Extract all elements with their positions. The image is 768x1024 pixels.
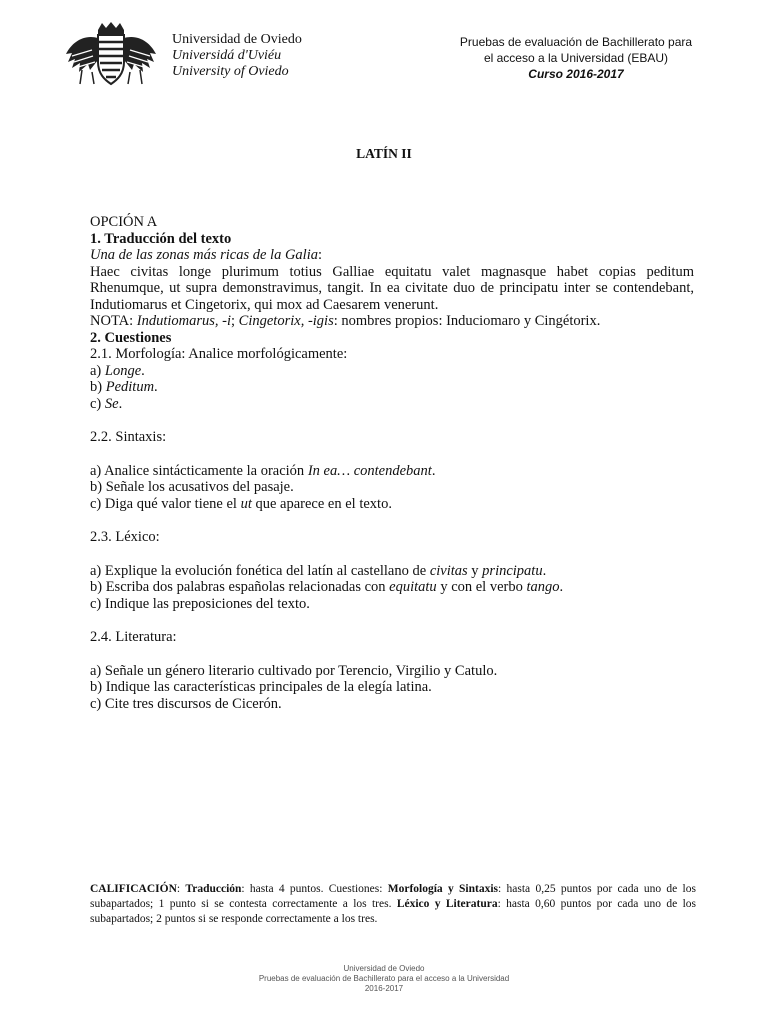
lexico-item-a (90, 563, 694, 580)
page-header (62, 20, 722, 90)
lexico-item-c: c) Indique las preposiciones del texto. (90, 595, 310, 612)
lexico-heading: 2.3. Léxico: (90, 529, 160, 545)
text-subtitle-italic: Una de las zonas más ricas de la Galia (90, 247, 318, 263)
university-name-es: Universidad de Oviedo (172, 32, 302, 47)
item-suffix: . (431, 462, 436, 479)
item-suffix: . (118, 395, 123, 412)
grading-ll-text: : hasta 0,60 puntos por cada uno de los subapartados; 2 puntos si se responde correctamente a los tres. (90, 898, 696, 925)
course-year: Curso 2016-2017 (528, 67, 624, 81)
literatura-item-b: b) Indique las características principales de la elegía latina. (90, 679, 432, 695)
grading-colon: : (176, 883, 186, 895)
section-1-heading: 1. Traducción del texto (90, 230, 232, 247)
exam-info (446, 34, 706, 82)
option-label: OPCIÓN A (90, 214, 158, 230)
literatura-item-c: c) Cite tres discursos de Cicerón. (90, 695, 282, 712)
item-italic: tango (526, 579, 560, 595)
grading-note (90, 882, 696, 927)
footer-line-1: Universidad de Oviedo (343, 964, 425, 973)
item-suffix: que aparece en el texto. (251, 495, 392, 512)
nota (90, 313, 694, 330)
footer-line-2: Pruebas de evaluación de Bachillerato para el acceso a la Universidad (258, 974, 510, 983)
item-prefix: b) (90, 379, 106, 395)
sintaxis-item-a (90, 463, 694, 480)
item-suffix: . (154, 379, 158, 395)
grading-label: CALIFICACIÓN (90, 883, 177, 895)
morfologia-item-c (90, 396, 694, 413)
item-italic: In ea… contendebant (307, 462, 432, 479)
sintaxis-item-c (90, 496, 694, 513)
item-italic: principatu (482, 562, 543, 579)
grading-traduccion-label: Traducción (185, 883, 242, 895)
exam-line-1: Pruebas de evaluación de Bachillerato para (459, 35, 693, 49)
nota-name-1: Indutiomarus, -i (136, 313, 232, 329)
grading-ms-text: : hasta 0,25 puntos por cada uno de los subapartados; 1 punto si se contesta correctamente a los tres. (90, 883, 696, 910)
university-names (172, 32, 302, 80)
university-name-ast: Universidá d'Uviéu (172, 48, 282, 63)
item-text: c) Diga qué valor tiene el (90, 495, 241, 512)
item-prefix: c) (90, 395, 105, 412)
item-italic: ut (240, 495, 252, 512)
text-subtitle (90, 247, 694, 264)
item-text: y con el verbo (436, 579, 527, 595)
exam-line-2: el acceso a la Universidad (EBAU) (483, 51, 669, 65)
item-word: Longe (104, 362, 142, 379)
exam-content (90, 214, 694, 712)
text-subtitle-punct: : (317, 247, 323, 263)
sintaxis-item-b: b) Señale los acusativos del pasaje. (90, 479, 294, 495)
latin-text: Haec civitas longe plurimum totius Galliae equitatu valet magnasque habet copias peditum Rhenumque, ut supra demonstravimus, tangit. In ea civitate duo de principatu inter se contendebant, Indutiomarus et Cingetorix, qui mox ad Caesarem venerunt. (90, 263, 694, 313)
grading-traduccion-text: : hasta 4 puntos. Cuestiones: (241, 883, 388, 895)
grading-ll-label: Léxico y Literatura (396, 898, 498, 910)
grading-ms-label: Morfología y Sintaxis (387, 883, 499, 895)
item-text: y (467, 562, 483, 579)
footer-line-3: 2016-2017 (364, 984, 404, 993)
morfologia-heading: 2.1. Morfología: Analice morfológicamente: (90, 346, 348, 362)
item-italic: equitatu (389, 579, 437, 595)
item-prefix: a) (90, 362, 105, 379)
item-text: b) Escriba dos palabras españolas relacionadas con (90, 579, 390, 595)
page-footer (0, 964, 768, 994)
item-suffix: . (542, 562, 547, 579)
item-word: Peditum (105, 379, 155, 395)
item-suffix: . (141, 362, 145, 379)
morfologia-item-a (90, 363, 694, 380)
literatura-item-a: a) Señale un género literario cultivado por Terencio, Virgilio y Catulo. (90, 662, 498, 679)
nota-rest: : nombres propios: Induciomaro y Cingétorix. (333, 313, 601, 329)
university-name-en: University of Oviedo (172, 64, 289, 79)
lexico-item-b (90, 579, 694, 596)
item-italic: civitas (429, 562, 468, 579)
university-crest-icon (62, 20, 160, 88)
item-text: a) Explique la evolución fonética del latín al castellano de (90, 562, 430, 579)
nota-name-2: Cingetorix, -igis (238, 313, 334, 329)
morfologia-item-b (90, 379, 694, 396)
literatura-heading: 2.4. Literatura: (90, 629, 177, 645)
nota-label: NOTA: (90, 313, 137, 329)
item-word: Se (104, 395, 119, 412)
section-2-heading: 2. Cuestiones (90, 329, 172, 346)
item-text: a) Analice sintácticamente la oración (90, 462, 308, 479)
page-title: LATÍN II (356, 146, 412, 161)
sintaxis-heading: 2.2. Sintaxis: (90, 429, 167, 445)
nota-sep: ; (231, 313, 239, 329)
item-suffix: . (559, 579, 564, 595)
